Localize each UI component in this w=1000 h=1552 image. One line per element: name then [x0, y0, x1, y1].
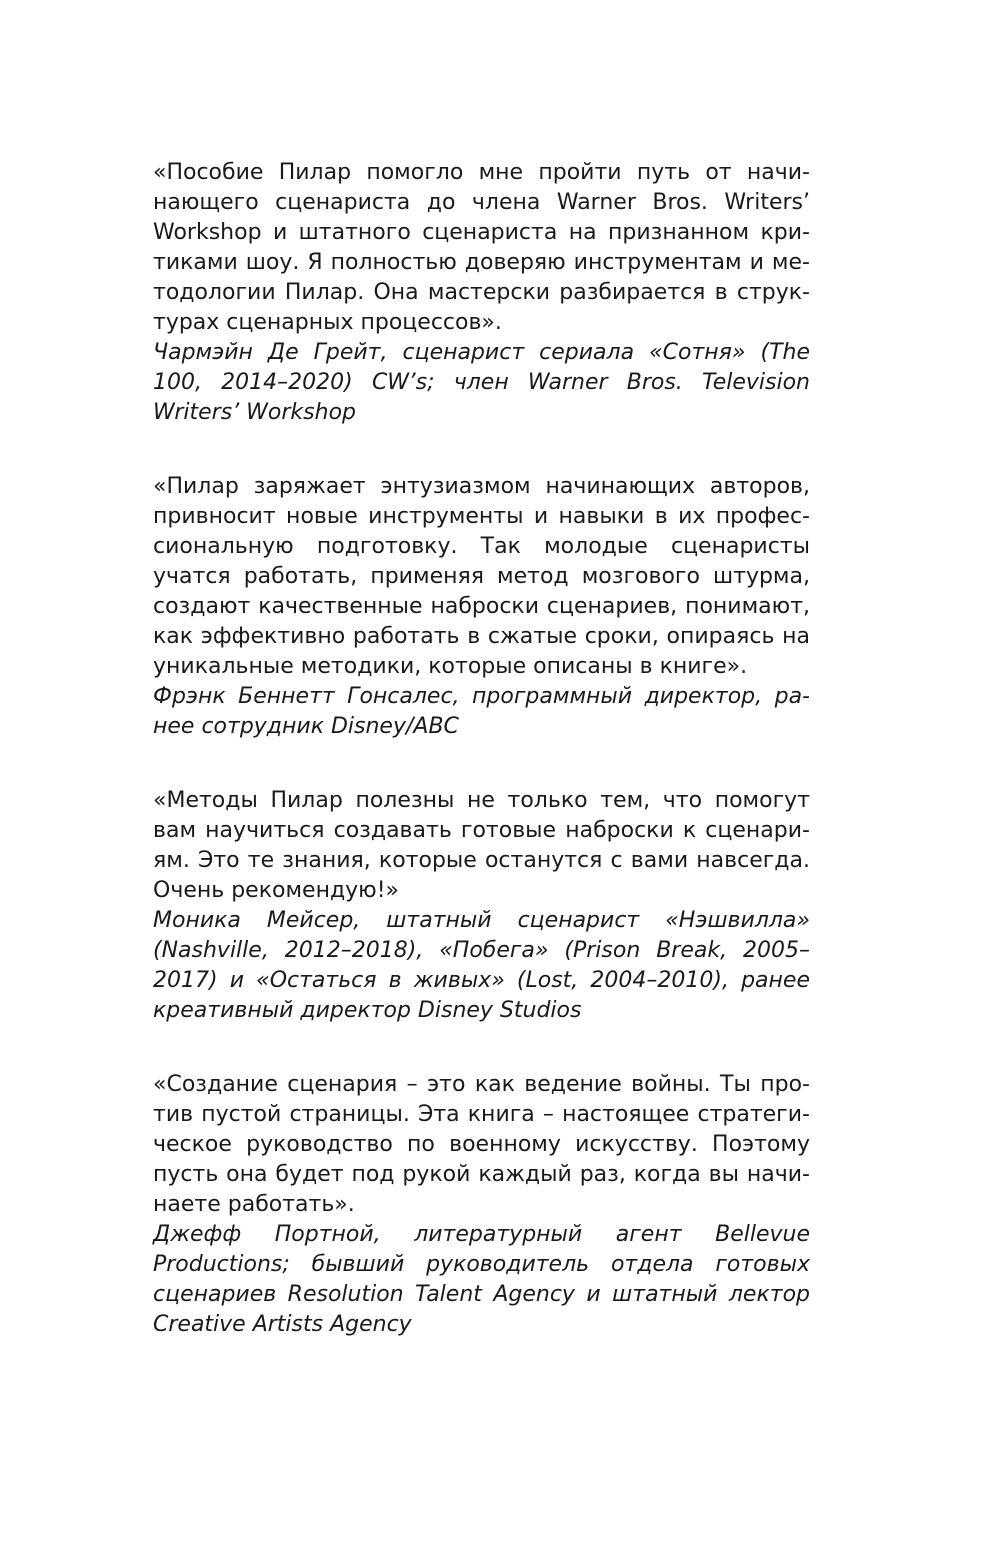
testimonial-author: Чармэйн Де Грейт, сценарист сериала «Сотня» (The 100, 2014–2020) CW’s; член Warner Bros. Television Writers’ Workshop	[153, 340, 810, 425]
page-content	[153, 158, 810, 1384]
testimonial-author: Моника Мейсер, штатный сценарист «Нэшвилла» (Nashville, 2012–2018), «Побега» (Prison Break, 2005–2017) и «Остаться в живых» (Lost, 2004–2010), ранее креативный директор Disney Studios	[153, 908, 810, 1023]
testimonial-3	[153, 786, 810, 1026]
testimonial-4	[153, 1070, 810, 1340]
testimonial-2	[153, 472, 810, 742]
testimonial-quote: «Создание сценария – это как ведение войны. Ты против пустой страницы. Эта книга – настоящее стратегическое руководство по военному искусству. Поэтому пусть она будет под рукой каждый раз, когда вы начинаете работать».	[153, 1072, 810, 1217]
testimonial-author: Фрэнк Беннетт Гонсалес, программный директор, ранее сотрудник Disney/ABC	[153, 684, 810, 739]
testimonial-quote: «Пособие Пилар помогло мне пройти путь от начинающего сценариста до члена Warner Bros. Writers’ Workshop и штатного сценариста на признанном критиками шоу. Я полностью доверяю инструментам и методологии Пилар. Она мастерски разбирается в структурах сценарных процессов».	[153, 160, 810, 335]
testimonial-1	[153, 158, 810, 428]
testimonial-quote: «Методы Пилар полезны не только тем, что помогут вам научиться создавать готовые наброски к сценариям. Это те знания, которые останутся с вами навсегда. Очень рекомендую!»	[153, 788, 810, 903]
testimonial-quote: «Пилар заряжает энтузиазмом начинающих авторов, привносит новые инструменты и навыки в их профессиональную подготовку. Так молодые сценаристы учатся работать, применяя метод мозгового штурма, создают качественные наброски сценариев, понимают, как эффективно работать в сжатые сроки, опираясь на уникальные методики, которые описаны в книге».	[153, 474, 810, 679]
testimonial-author: Джефф Портной, литературный агент Bellevue Productions; бывший руководитель отдела готовых сценариев Resolution Talent Agency и штатный лектор Creative Artists Agency	[153, 1222, 810, 1337]
